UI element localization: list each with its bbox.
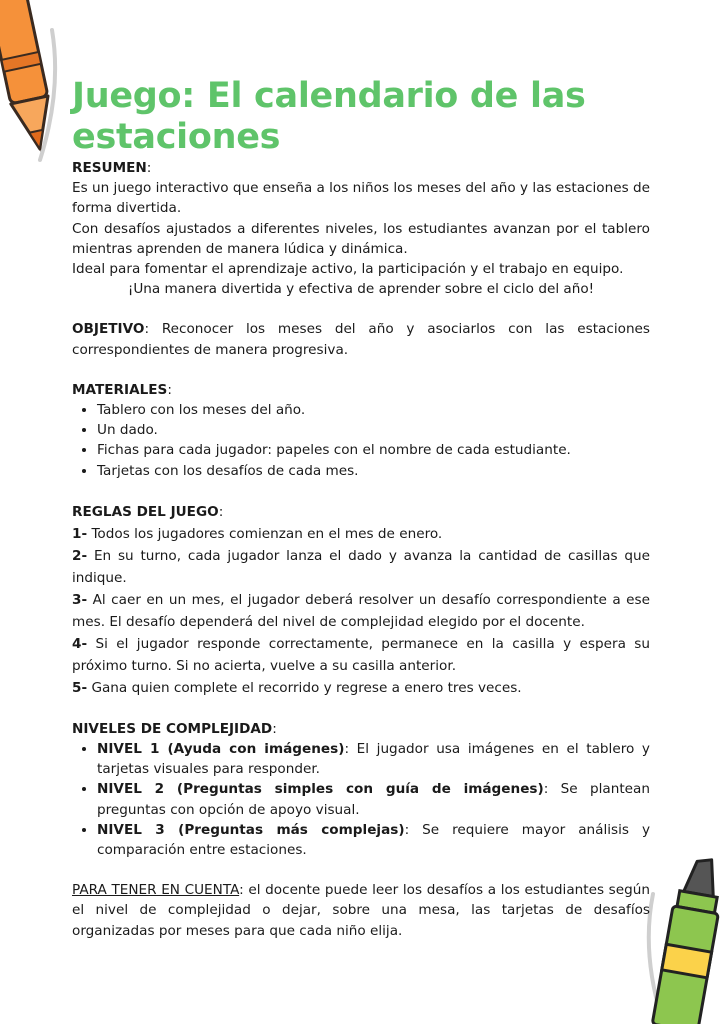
- resumen-line: Es un juego interactivo que enseña a los niños los meses del año y las estaciones de forma divertida.: [72, 180, 650, 217]
- rule-item: 2- En su turno, cada jugador lanza el dado y avanza la cantidad de casillas que indique.: [72, 547, 651, 586]
- reglas-heading: REGLAS DEL JUEGO:: [72, 503, 224, 520]
- list-item: • Un dado.: [97, 420, 650, 440]
- resumen-line: Con desafíos ajustados a diferentes niveles, los estudiantes avanzan por el tablero mientras aprenden de manera lúdica y dinámica.: [72, 220, 650, 257]
- level-item: • NIVEL 3 (Preguntas más complejas): Se requiere mayor análisis y comparación entre estaciones.: [97, 820, 650, 860]
- materiales-heading: MATERIALES:: [72, 381, 172, 398]
- objetivo-section: OBJETIVO: Reconocer los meses del año y asociarlos con las estaciones correspondientes de manera progresiva.: [72, 321, 651, 358]
- list-item: • Tablero con los meses del año.: [97, 400, 650, 420]
- resumen-tagline: ¡Una manera divertida y efectiva de aprender sobre el ciclo del año!: [127, 281, 595, 298]
- rule-item: 3- Al caer en un mes, el jugador deberá resolver un desafío correspondiente a ese mes. El desafío dependerá del nivel de complejidad elegido por el docente.: [72, 591, 650, 630]
- nota-section: PARA TENER EN CUENTA: el docente puede leer los desafíos a los estudiantes según el nivel de complejidad o dejar, sobre una mesa, las tarjetas de desafíos organizadas por meses para que cada niño elija.: [72, 882, 650, 939]
- list-item: • Fichas para cada jugador: papeles con el nombre de cada estudiante.: [97, 440, 650, 460]
- level-item: • NIVEL 2 (Preguntas simples con guía de imágenes): Se plantean preguntas con opción de apoyo visual.: [97, 779, 650, 819]
- level-item: • NIVEL 1 (Ayuda con imágenes): El jugador usa imágenes en el tablero y tarjetas visuales para responder.: [97, 739, 650, 779]
- list-item: • Tarjetas con los desafíos de cada mes.: [97, 461, 650, 481]
- niveles-list: [72, 739, 650, 860]
- highlighter-icon: [643, 854, 723, 1024]
- resumen-line: Ideal para fomentar el aprendizaje activo, la participación y el trabajo en equipo.: [72, 261, 624, 278]
- rule-item: 4- Si el jugador responde correctamente, permanece en la casilla y espera su próximo turno. Si no acierta, vuelve a su casilla anterior.: [72, 635, 650, 674]
- reglas-section: [72, 501, 650, 699]
- rule-item: 5- Gana quien complete el recorrido y regrese a enero tres veces.: [72, 679, 522, 696]
- niveles-heading: NIVELES DE COMPLEJIDAD:: [72, 720, 277, 737]
- page-title: Juego: El calendario de las estaciones: [72, 76, 586, 157]
- rule-item: 1- Todos los jugadores comienzan en el mes de enero.: [72, 525, 443, 542]
- materiales-list: [72, 400, 650, 481]
- resumen-heading: RESUMEN:: [72, 160, 152, 176]
- document-body: [72, 76, 650, 941]
